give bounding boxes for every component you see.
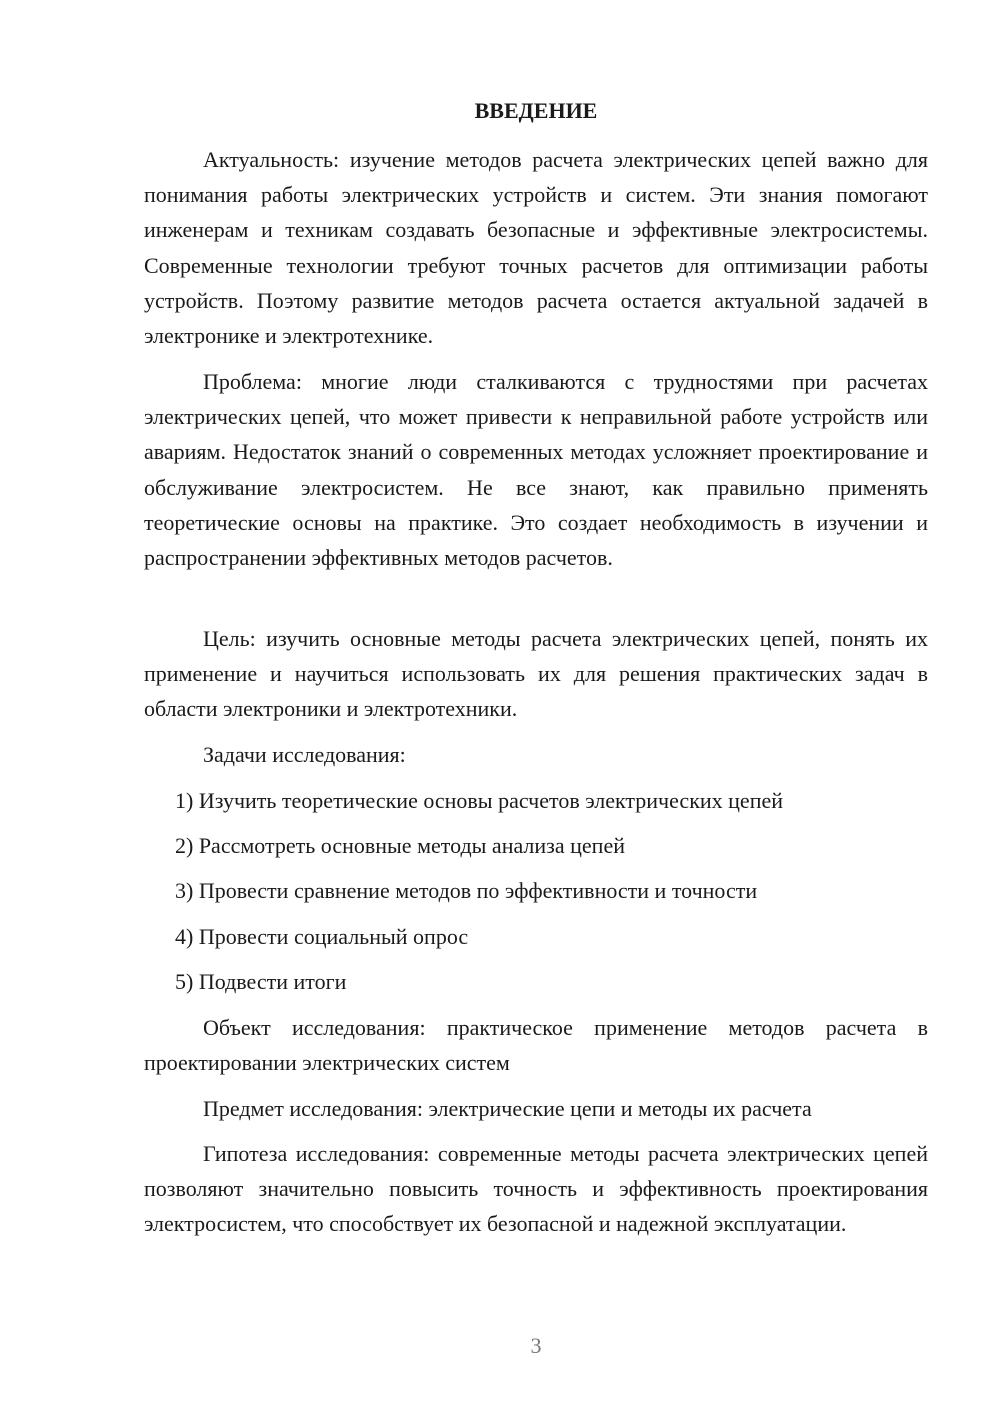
tasks-intro: Задачи исследования: bbox=[203, 742, 406, 767]
hypothesis-paragraph: Гипотеза исследования: современные методы расчета электрических цепей позволяют значительно повысить точность и эффективность проектирования электросистем, что способствует их безопасной и надежной эксплуатации. bbox=[144, 1141, 928, 1237]
list-item: 3) Провести сравнение методов по эффективности и точности bbox=[175, 878, 758, 903]
section-heading: ВВЕДЕНИЕ bbox=[474, 98, 598, 123]
document-page bbox=[144, 0, 928, 1414]
list-item: 4) Провести социальный опрос bbox=[175, 924, 469, 949]
list-item: 1) Изучить теоретические основы расчетов электрических цепей bbox=[175, 788, 784, 813]
list-item: 5) Подвести итоги bbox=[175, 969, 347, 994]
page-number: 3 bbox=[530, 1333, 542, 1358]
relevance-paragraph: Актуальность: изучение методов расчета электрических цепей важно для понимания работы электрических устройств и систем. Эти знания помогают инженерам и техникам создавать безопасные и эффективные электросистемы. Современные технологии требуют точных расчетов для оптимизации работы устройств. Поэтому развитие методов расчета остается актуальной задачей в электронике и электротехнике. bbox=[144, 147, 928, 349]
subject-paragraph: Предмет исследования: электрические цепи и методы их расчета bbox=[203, 1096, 812, 1121]
goal-paragraph: Цель: изучить основные методы расчета электрических цепей, понять их применение и научиться использовать их для решения практических задач в области электроники и электротехники. bbox=[144, 626, 928, 722]
list-item: 2) Рассмотреть основные методы анализа цепей bbox=[175, 833, 625, 858]
object-paragraph: Объект исследования: практическое применение методов расчета в проектировании электрических систем bbox=[144, 1015, 928, 1076]
problem-paragraph: Проблема: многие люди сталкиваются с трудностями при расчетах электрических цепей, что может привести к неправильной работе устройств или авариям. Недостаток знаний о современных методах усложняет проектирование и обслуживание электросистем. Не все знают, как правильно применять теоретические основы на практике. Это создает необходимость в изучении и распространении эффективных методов расчетов. bbox=[144, 369, 928, 571]
